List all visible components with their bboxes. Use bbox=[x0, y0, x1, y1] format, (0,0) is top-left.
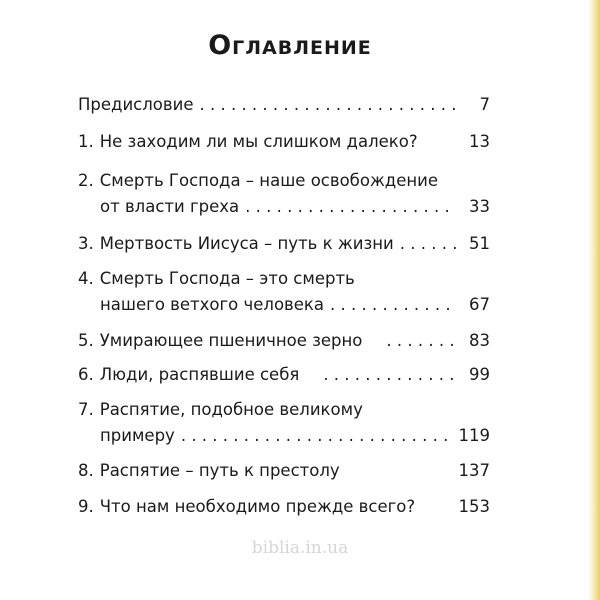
toc-entry-title-continued: примеру bbox=[100, 426, 175, 445]
toc-entry-page: 83 bbox=[469, 331, 490, 350]
toc-entry-2[interactable] bbox=[78, 168, 490, 220]
toc-entry-page: 51 bbox=[469, 234, 490, 253]
toc-entry-title: Умирающее пшеничное зерно bbox=[99, 331, 363, 350]
toc-entry-title: Что нам необходимо прежде всего? bbox=[99, 497, 416, 516]
toc-entry-page: 119 bbox=[458, 426, 490, 445]
toc-entry-title: Люди, распявшие себя bbox=[99, 365, 300, 384]
toc-entry-page: 13 bbox=[469, 132, 490, 151]
toc-entry-number: 2. bbox=[78, 171, 94, 190]
toc-entry-title: Предисловие bbox=[78, 95, 194, 114]
toc-entry-title-continued: от власти греха bbox=[100, 197, 240, 216]
toc-entry-page: 67 bbox=[469, 295, 490, 314]
toc-entry-number: 1. bbox=[78, 132, 94, 151]
toc-entry-title: Распятие, подобное великому bbox=[99, 400, 363, 419]
toc-leader-dots bbox=[245, 194, 456, 220]
toc-entry-number: 6. bbox=[78, 365, 94, 384]
toc-entry-page: 137 bbox=[458, 461, 490, 480]
toc-entry-4[interactable] bbox=[78, 266, 490, 318]
toc-entry-number: 8. bbox=[78, 461, 94, 480]
toc-leader-dots bbox=[323, 362, 456, 388]
toc-entry-9[interactable] bbox=[78, 494, 490, 520]
toc-leader-dots bbox=[199, 92, 456, 118]
toc-entry-page: 33 bbox=[469, 197, 490, 216]
toc-entry-title: Распятие – путь к престолу bbox=[99, 461, 340, 480]
toc-entry-8[interactable] bbox=[78, 458, 490, 484]
toc-entry-number: 4. bbox=[78, 269, 94, 288]
toc-entry-title-continued: нашего ветхого человека bbox=[100, 295, 325, 314]
toc-entry-5[interactable] bbox=[78, 328, 490, 354]
toc-entry-title: Мертвость Иисуса – путь к жизни bbox=[99, 234, 394, 253]
toc-entry-preface[interactable] bbox=[78, 92, 490, 118]
toc-entry-number: 3. bbox=[78, 234, 94, 253]
toc-entry-title: Смерть Господа – наше освобождение bbox=[99, 171, 439, 190]
toc-entry-page: 7 bbox=[479, 95, 490, 114]
page-title: Оглавление bbox=[208, 30, 372, 61]
page-edge-decoration bbox=[588, 0, 600, 600]
toc-entry-1[interactable] bbox=[78, 129, 490, 155]
toc-entry-page: 99 bbox=[469, 365, 490, 384]
toc-entry-number: 5. bbox=[78, 331, 94, 350]
toc-entry-3[interactable] bbox=[78, 231, 490, 257]
toc-leader-dots bbox=[181, 423, 453, 449]
toc-entry-6[interactable] bbox=[78, 362, 490, 388]
toc-entry-page: 153 bbox=[458, 497, 490, 516]
toc-entry-number: 7. bbox=[78, 400, 94, 419]
toc-leader-dots bbox=[386, 328, 456, 354]
toc-leader-dots bbox=[330, 292, 456, 318]
site-watermark: biblia.in.ua bbox=[251, 538, 349, 558]
toc-entry-number: 9. bbox=[78, 497, 94, 516]
toc-entry-7[interactable] bbox=[78, 397, 490, 449]
toc-entry-title: Не заходим ли мы слишком далеко? bbox=[99, 132, 418, 151]
toc-leader-dots bbox=[400, 231, 456, 257]
toc-entry-title: Смерть Господа – это смерть bbox=[99, 269, 355, 288]
